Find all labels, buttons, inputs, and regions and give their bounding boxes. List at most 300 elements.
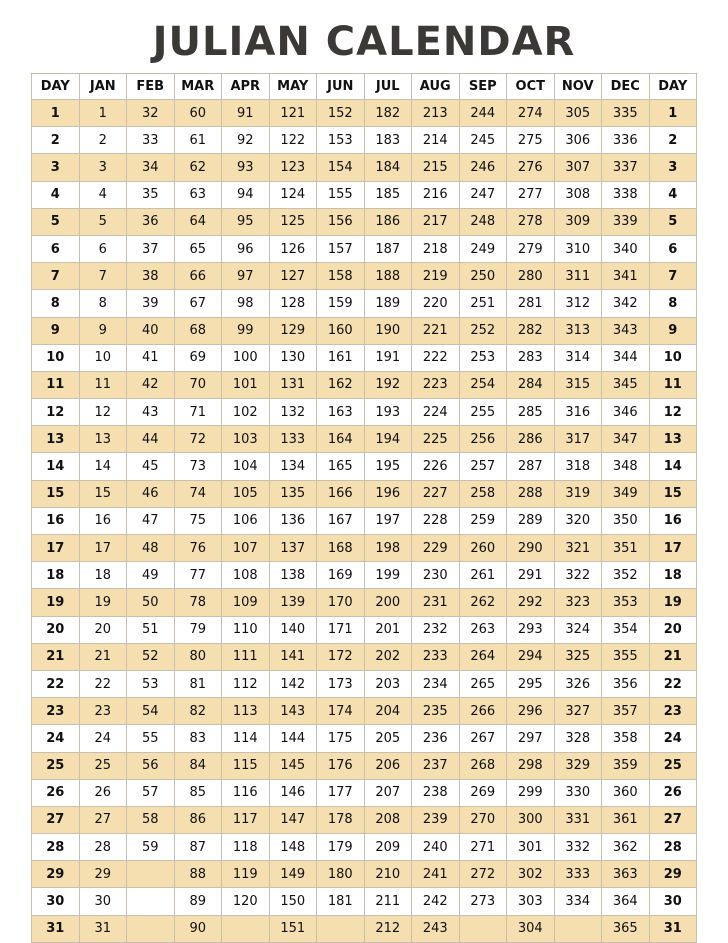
julian-date-cell: 251 (459, 290, 507, 317)
julian-date-cell: 163 (317, 399, 365, 426)
table-row (32, 399, 697, 426)
julian-date-cell: 188 (364, 263, 412, 290)
julian-date-cell: 99 (222, 317, 270, 344)
day-number-cell: 3 (649, 154, 697, 181)
julian-date-cell: 335 (602, 100, 650, 127)
julian-date-cell: 290 (507, 535, 555, 562)
julian-date-cell: 149 (269, 861, 317, 888)
julian-calendar-table (31, 73, 697, 943)
julian-date-cell: 239 (412, 806, 460, 833)
julian-date-cell: 121 (269, 100, 317, 127)
julian-date-cell: 314 (554, 344, 602, 371)
day-number-cell: 25 (32, 752, 80, 779)
julian-date-cell: 153 (317, 127, 365, 154)
julian-date-cell: 310 (554, 235, 602, 262)
julian-date-cell: 306 (554, 127, 602, 154)
julian-date-cell: 146 (269, 779, 317, 806)
julian-date-cell: 224 (412, 399, 460, 426)
julian-date-cell: 328 (554, 725, 602, 752)
julian-date-cell: 148 (269, 834, 317, 861)
julian-date-cell: 243 (412, 915, 460, 942)
julian-date-cell: 173 (317, 670, 365, 697)
julian-date-cell: 277 (507, 181, 555, 208)
julian-date-cell: 45 (127, 453, 175, 480)
julian-date-cell: 288 (507, 480, 555, 507)
julian-date-cell: 304 (507, 915, 555, 942)
julian-date-cell: 259 (459, 507, 507, 534)
julian-date-cell: 293 (507, 616, 555, 643)
table-row (32, 371, 697, 398)
day-number-cell: 16 (649, 507, 697, 534)
julian-date-cell: 223 (412, 371, 460, 398)
julian-date-cell: 186 (364, 208, 412, 235)
julian-date-cell: 351 (602, 535, 650, 562)
table-row (32, 100, 697, 127)
julian-date-cell: 268 (459, 752, 507, 779)
julian-date-cell: 115 (222, 752, 270, 779)
day-number-cell: 4 (649, 181, 697, 208)
julian-date-cell: 91 (222, 100, 270, 127)
julian-date-cell: 75 (174, 507, 222, 534)
julian-date-cell: 16 (79, 507, 127, 534)
julian-date-cell: 242 (412, 888, 460, 915)
table-row (32, 888, 697, 915)
julian-date-cell: 95 (222, 208, 270, 235)
julian-date-cell: 329 (554, 752, 602, 779)
julian-date-cell: 164 (317, 426, 365, 453)
julian-date-cell: 43 (127, 399, 175, 426)
day-number-cell: 22 (649, 670, 697, 697)
table-row (32, 290, 697, 317)
julian-date-cell: 11 (79, 371, 127, 398)
julian-date-cell: 342 (602, 290, 650, 317)
julian-date-cell: 130 (269, 344, 317, 371)
julian-date-cell: 209 (364, 834, 412, 861)
julian-date-cell: 138 (269, 562, 317, 589)
day-number-cell: 20 (32, 616, 80, 643)
day-number-cell: 23 (32, 698, 80, 725)
julian-date-cell: 267 (459, 725, 507, 752)
julian-date-cell: 203 (364, 670, 412, 697)
julian-date-cell: 222 (412, 344, 460, 371)
julian-date-cell: 201 (364, 616, 412, 643)
julian-date-cell: 63 (174, 181, 222, 208)
julian-date-cell: 129 (269, 317, 317, 344)
table-row (32, 426, 697, 453)
day-number-cell: 1 (649, 100, 697, 127)
day-number-cell: 27 (649, 806, 697, 833)
table-header (32, 74, 697, 100)
julian-date-cell: 250 (459, 263, 507, 290)
julian-date-cell: 50 (127, 589, 175, 616)
julian-date-cell: 172 (317, 643, 365, 670)
julian-date-cell: 157 (317, 235, 365, 262)
julian-date-cell: 313 (554, 317, 602, 344)
julian-date-cell: 296 (507, 698, 555, 725)
day-number-cell: 23 (649, 698, 697, 725)
julian-date-cell: 56 (127, 752, 175, 779)
column-header: AUG (412, 74, 460, 100)
julian-date-cell: 202 (364, 643, 412, 670)
julian-date-cell: 2 (79, 127, 127, 154)
day-number-cell: 15 (32, 480, 80, 507)
day-number-cell: 17 (649, 535, 697, 562)
julian-date-cell: 195 (364, 453, 412, 480)
day-number-cell: 18 (649, 562, 697, 589)
julian-date-cell: 1 (79, 100, 127, 127)
julian-date-cell: 238 (412, 779, 460, 806)
julian-date-cell: 106 (222, 507, 270, 534)
julian-date-cell: 142 (269, 670, 317, 697)
julian-date-cell: 120 (222, 888, 270, 915)
day-number-cell: 30 (649, 888, 697, 915)
julian-date-cell (459, 915, 507, 942)
day-number-cell: 12 (32, 399, 80, 426)
julian-date-cell: 67 (174, 290, 222, 317)
julian-date-cell: 319 (554, 480, 602, 507)
day-number-cell: 1 (32, 100, 80, 127)
julian-date-cell: 240 (412, 834, 460, 861)
julian-date-cell: 350 (602, 507, 650, 534)
julian-date-cell: 276 (507, 154, 555, 181)
julian-date-cell: 181 (317, 888, 365, 915)
julian-date-cell: 166 (317, 480, 365, 507)
julian-date-cell: 86 (174, 806, 222, 833)
julian-date-cell: 154 (317, 154, 365, 181)
day-number-cell: 2 (649, 127, 697, 154)
julian-date-cell: 110 (222, 616, 270, 643)
julian-date-cell: 235 (412, 698, 460, 725)
julian-date-cell: 282 (507, 317, 555, 344)
julian-date-cell: 281 (507, 290, 555, 317)
day-number-cell: 9 (649, 317, 697, 344)
day-number-cell: 6 (32, 235, 80, 262)
day-number-cell: 14 (32, 453, 80, 480)
julian-date-cell: 262 (459, 589, 507, 616)
julian-date-cell: 114 (222, 725, 270, 752)
day-number-cell: 26 (32, 779, 80, 806)
julian-date-cell: 323 (554, 589, 602, 616)
julian-date-cell: 44 (127, 426, 175, 453)
julian-date-cell: 295 (507, 670, 555, 697)
julian-date-cell: 64 (174, 208, 222, 235)
julian-date-cell: 94 (222, 181, 270, 208)
julian-date-cell: 125 (269, 208, 317, 235)
julian-date-cell: 78 (174, 589, 222, 616)
julian-date-cell: 160 (317, 317, 365, 344)
julian-date-cell: 253 (459, 344, 507, 371)
julian-date-cell: 272 (459, 861, 507, 888)
julian-date-cell: 177 (317, 779, 365, 806)
julian-date-cell: 12 (79, 399, 127, 426)
julian-date-cell: 52 (127, 643, 175, 670)
day-number-cell: 11 (32, 371, 80, 398)
julian-date-cell: 287 (507, 453, 555, 480)
julian-date-cell: 292 (507, 589, 555, 616)
julian-date-cell: 165 (317, 453, 365, 480)
day-number-cell: 20 (649, 616, 697, 643)
julian-date-cell: 261 (459, 562, 507, 589)
julian-date-cell: 204 (364, 698, 412, 725)
julian-date-cell: 255 (459, 399, 507, 426)
julian-date-cell: 4 (79, 181, 127, 208)
julian-date-cell: 33 (127, 127, 175, 154)
julian-date-cell: 254 (459, 371, 507, 398)
julian-date-cell: 79 (174, 616, 222, 643)
julian-date-cell: 331 (554, 806, 602, 833)
table-row (32, 263, 697, 290)
julian-date-cell: 111 (222, 643, 270, 670)
julian-date-cell: 280 (507, 263, 555, 290)
julian-date-cell: 35 (127, 181, 175, 208)
julian-date-cell: 184 (364, 154, 412, 181)
julian-date-cell: 212 (364, 915, 412, 942)
julian-date-cell: 53 (127, 670, 175, 697)
day-number-cell: 13 (649, 426, 697, 453)
julian-date-cell: 10 (79, 344, 127, 371)
julian-date-cell: 301 (507, 834, 555, 861)
header-row (32, 74, 697, 100)
julian-date-cell: 348 (602, 453, 650, 480)
julian-date-cell: 144 (269, 725, 317, 752)
julian-date-cell: 219 (412, 263, 460, 290)
julian-date-cell: 216 (412, 181, 460, 208)
table-row (32, 507, 697, 534)
julian-date-cell: 69 (174, 344, 222, 371)
julian-date-cell: 169 (317, 562, 365, 589)
julian-date-cell: 28 (79, 834, 127, 861)
julian-date-cell: 220 (412, 290, 460, 317)
julian-date-cell (127, 888, 175, 915)
julian-date-cell: 168 (317, 535, 365, 562)
julian-date-cell: 87 (174, 834, 222, 861)
day-number-cell: 11 (649, 371, 697, 398)
julian-date-cell: 332 (554, 834, 602, 861)
julian-date-cell: 199 (364, 562, 412, 589)
julian-date-cell: 297 (507, 725, 555, 752)
julian-date-cell: 135 (269, 480, 317, 507)
julian-date-cell: 176 (317, 752, 365, 779)
julian-date-cell: 161 (317, 344, 365, 371)
day-number-cell: 28 (649, 834, 697, 861)
julian-date-cell: 15 (79, 480, 127, 507)
julian-date-cell: 174 (317, 698, 365, 725)
julian-date-cell: 344 (602, 344, 650, 371)
table-row (32, 834, 697, 861)
julian-date-cell: 49 (127, 562, 175, 589)
day-number-cell: 8 (649, 290, 697, 317)
julian-date-cell: 126 (269, 235, 317, 262)
julian-date-cell: 24 (79, 725, 127, 752)
day-number-cell: 10 (649, 344, 697, 371)
julian-date-cell: 100 (222, 344, 270, 371)
table-row (32, 670, 697, 697)
julian-date-cell: 336 (602, 127, 650, 154)
day-number-cell: 12 (649, 399, 697, 426)
julian-date-cell: 109 (222, 589, 270, 616)
table-row (32, 779, 697, 806)
julian-date-cell: 365 (602, 915, 650, 942)
julian-date-cell: 265 (459, 670, 507, 697)
julian-date-cell: 40 (127, 317, 175, 344)
day-number-cell: 27 (32, 806, 80, 833)
julian-date-cell: 73 (174, 453, 222, 480)
julian-date-cell: 14 (79, 453, 127, 480)
julian-date-cell: 227 (412, 480, 460, 507)
table-row (32, 208, 697, 235)
julian-date-cell: 206 (364, 752, 412, 779)
julian-date-cell: 183 (364, 127, 412, 154)
day-number-cell: 16 (32, 507, 80, 534)
day-number-cell: 13 (32, 426, 80, 453)
julian-date-cell: 208 (364, 806, 412, 833)
julian-date-cell: 74 (174, 480, 222, 507)
day-number-cell: 31 (649, 915, 697, 942)
julian-date-cell: 175 (317, 725, 365, 752)
julian-date-cell: 128 (269, 290, 317, 317)
julian-date-cell: 39 (127, 290, 175, 317)
julian-date-cell: 252 (459, 317, 507, 344)
julian-date-cell: 311 (554, 263, 602, 290)
day-number-cell: 21 (649, 643, 697, 670)
julian-date-cell: 31 (79, 915, 127, 942)
column-header: DAY (649, 74, 697, 100)
julian-date-cell: 363 (602, 861, 650, 888)
julian-date-cell: 330 (554, 779, 602, 806)
day-number-cell: 14 (649, 453, 697, 480)
day-number-cell: 29 (649, 861, 697, 888)
julian-date-cell: 32 (127, 100, 175, 127)
julian-date-cell: 218 (412, 235, 460, 262)
julian-date-cell: 266 (459, 698, 507, 725)
julian-date-cell: 211 (364, 888, 412, 915)
julian-date-cell: 137 (269, 535, 317, 562)
julian-date-cell: 270 (459, 806, 507, 833)
julian-date-cell: 249 (459, 235, 507, 262)
julian-date-cell: 57 (127, 779, 175, 806)
julian-date-cell: 85 (174, 779, 222, 806)
table-row (32, 589, 697, 616)
julian-date-cell: 192 (364, 371, 412, 398)
julian-date-cell: 214 (412, 127, 460, 154)
column-header: MAY (269, 74, 317, 100)
julian-date-cell: 21 (79, 643, 127, 670)
julian-date-cell: 318 (554, 453, 602, 480)
julian-date-cell: 145 (269, 752, 317, 779)
julian-date-cell: 117 (222, 806, 270, 833)
julian-date-cell: 65 (174, 235, 222, 262)
julian-date-cell: 151 (269, 915, 317, 942)
table-row (32, 453, 697, 480)
julian-date-cell: 61 (174, 127, 222, 154)
table-row (32, 127, 697, 154)
julian-date-cell: 230 (412, 562, 460, 589)
table-row (32, 616, 697, 643)
column-header: SEP (459, 74, 507, 100)
julian-date-cell: 29 (79, 861, 127, 888)
julian-date-cell: 27 (79, 806, 127, 833)
julian-date-cell: 104 (222, 453, 270, 480)
julian-date-cell (222, 915, 270, 942)
day-number-cell: 10 (32, 344, 80, 371)
julian-date-cell: 278 (507, 208, 555, 235)
julian-date-cell: 205 (364, 725, 412, 752)
julian-date-cell: 132 (269, 399, 317, 426)
julian-date-cell: 71 (174, 399, 222, 426)
julian-date-cell (554, 915, 602, 942)
julian-date-cell: 245 (459, 127, 507, 154)
julian-date-cell: 315 (554, 371, 602, 398)
julian-date-cell: 291 (507, 562, 555, 589)
julian-date-cell: 108 (222, 562, 270, 589)
julian-date-cell: 196 (364, 480, 412, 507)
julian-date-cell: 354 (602, 616, 650, 643)
table-row (32, 725, 697, 752)
julian-date-cell: 213 (412, 100, 460, 127)
julian-date-cell: 37 (127, 235, 175, 262)
julian-date-cell: 7 (79, 263, 127, 290)
column-header: JUN (317, 74, 365, 100)
julian-date-cell: 133 (269, 426, 317, 453)
julian-date-cell: 189 (364, 290, 412, 317)
julian-date-cell: 231 (412, 589, 460, 616)
julian-date-cell: 180 (317, 861, 365, 888)
julian-date-cell: 98 (222, 290, 270, 317)
day-number-cell: 24 (649, 725, 697, 752)
julian-date-cell: 361 (602, 806, 650, 833)
day-number-cell: 29 (32, 861, 80, 888)
julian-date-cell: 190 (364, 317, 412, 344)
julian-date-cell: 359 (602, 752, 650, 779)
day-number-cell: 6 (649, 235, 697, 262)
julian-date-cell: 22 (79, 670, 127, 697)
julian-date-cell: 210 (364, 861, 412, 888)
julian-date-cell: 70 (174, 371, 222, 398)
julian-date-cell: 46 (127, 480, 175, 507)
column-header: DEC (602, 74, 650, 100)
julian-date-cell: 58 (127, 806, 175, 833)
julian-date-cell: 256 (459, 426, 507, 453)
julian-date-cell: 5 (79, 208, 127, 235)
julian-date-cell: 158 (317, 263, 365, 290)
column-header: JUL (364, 74, 412, 100)
julian-date-cell: 178 (317, 806, 365, 833)
julian-date-cell: 289 (507, 507, 555, 534)
julian-date-cell: 134 (269, 453, 317, 480)
julian-date-cell: 96 (222, 235, 270, 262)
julian-date-cell: 197 (364, 507, 412, 534)
julian-date-cell: 300 (507, 806, 555, 833)
day-number-cell: 5 (649, 208, 697, 235)
julian-date-cell: 92 (222, 127, 270, 154)
julian-date-cell: 228 (412, 507, 460, 534)
julian-date-cell: 198 (364, 535, 412, 562)
julian-date-cell: 17 (79, 535, 127, 562)
julian-date-cell: 269 (459, 779, 507, 806)
day-number-cell: 15 (649, 480, 697, 507)
julian-date-cell: 285 (507, 399, 555, 426)
julian-date-cell: 143 (269, 698, 317, 725)
julian-date-cell: 248 (459, 208, 507, 235)
column-header: JAN (79, 74, 127, 100)
day-number-cell: 19 (32, 589, 80, 616)
julian-date-cell: 341 (602, 263, 650, 290)
julian-date-cell: 334 (554, 888, 602, 915)
julian-date-cell: 131 (269, 371, 317, 398)
julian-date-cell: 20 (79, 616, 127, 643)
julian-date-cell: 303 (507, 888, 555, 915)
julian-date-cell: 48 (127, 535, 175, 562)
